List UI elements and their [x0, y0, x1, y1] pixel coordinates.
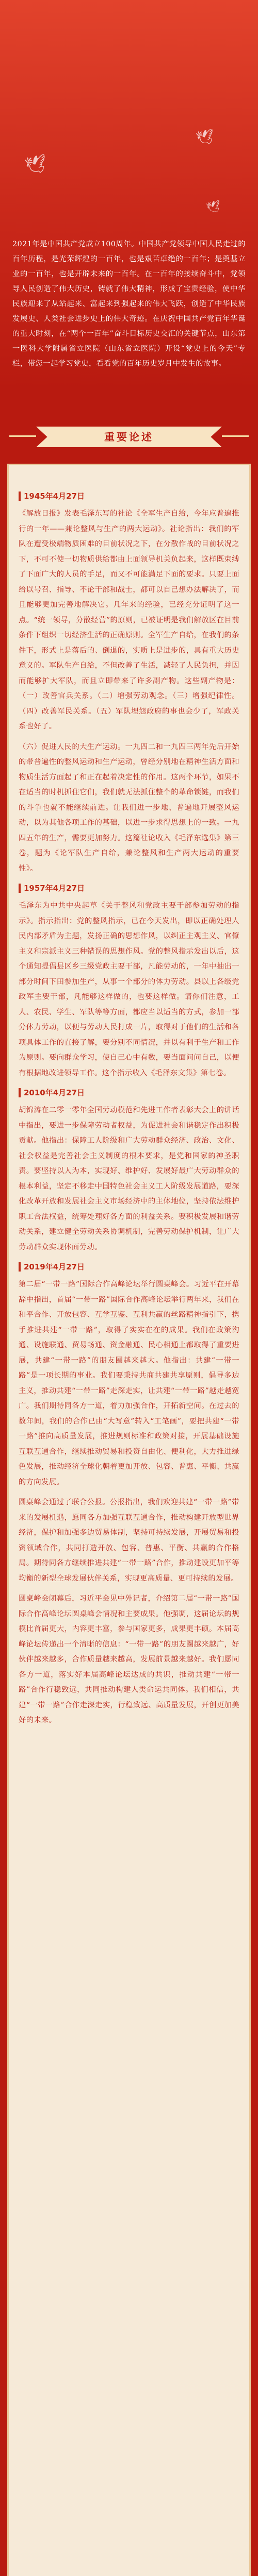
entry-date: 1957年4月27日 [24, 884, 85, 893]
intro-text: 2021年是中国共产党成立100周年。中国共产党领导中国人民走过的百年历程，是光荣辉煌的一百年，也是艰苦卓绝的一百年；是奠基立业的一百年，也是开辟未来的一百年。在一百年的接续奋斗中，党领导人民创造了伟大历史，铸就了伟大精神，形成了宝贵经验，使中华民族迎来了从站起来、富起来到强起来的伟大飞跃，创造了中华民族发展史、人类社会进步史上的伟大奇迹。在庆祝中国共产党百年华诞的重大时刻，在“两个一百年”奋斗目标历史交汇的关键节点，山东第一医科大学附属省立医院（山东省立医院）开设“党史上的今天”专栏，带您一起学习党史，看看党的百年历史岁月中发生的故事。 [12, 240, 246, 368]
entry-paragraph: （六）促进人民的大生产运动。一九四二和一九四三两年先后开始的带普遍性的整风运动和生产运动，曾经分别地在精神生活方面和物质生活方面起了和正在起着决定性的作用。这两个环节，如果不在适当的时机抓住它们，我们就无法抓住整个的革命锁链，而我们的斗争也就不能继续前进。让我们进一步地、普遍地开展整风运动，以为其他各项工作的基础，以进一步求得思想上的一致。一九四五年的生产，需要更加努力。这篇社论收入《毛泽东选集》第三卷，题为《论军队生产自给，兼论整风和生产两大运动的重要性》。 [19, 742, 239, 873]
entry-paragraph: 毛泽东为中共中央起草《关于整风和党政主要干部参加劳动的指示》。指示指出：党的整风指示，已在今天发出，即以正确处理人民内部矛盾为主题，发扬正确的思想作风，以纠正主观主义、官僚主义和宗派主义三种错误的思想作风。党的整风指示发出以后，这个通知提倡县区乡三级党政主要干部，凡能劳动的，一年中抽出一部分时间下田参加生产，从事一个部分的体力劳动。县以上各级党政军主要干部，凡能够这样做的，也要这样做。请你们注意，工人、农民、学生、军队等等方面，都应当以适当的方式，参加一部分体力劳动，以便与劳动人民打成一片，取得对于他们的生活和各项具体工作的直接了解，要分别不同情况，并以有利于生产和工作为原则。要向群众学习，使自己心中有数，要当面问问自己，以便有根据地改进领导工作。这个指示收入《毛泽东文集》第七卷。 [19, 902, 239, 1077]
content-card [7, 464, 251, 2576]
entry-1945 [19, 490, 239, 876]
entry-2010 [19, 1087, 239, 1255]
entry-1957 [19, 883, 239, 1081]
entry-date: 2010年4月27日 [24, 1088, 85, 1097]
dove-icon: 🕊 [195, 127, 216, 147]
entry-date: 1945年4月27日 [24, 492, 85, 501]
entry-2019 [19, 1261, 239, 1728]
entry-paragraph: 胡锦涛在二零一零年全国劳动模范和先进工作者表彰大会上的讲话中指出，要进一步保障劳动者权益，为促进社会和谐稳定作出积极贡献。他指出：保障工人阶级和广大劳动群众经济、政治、文化、社会权益是完善社会主义制度的根本要求，是党和国家的神圣职责。要坚持以人为本，实现好、维护好、发展好最广大劳动群众的根本利益，坚定不移走中国特色社会主义工人阶级发展道路，要深化改革开放和发展社会主义市场经济中的主体地位，坚持依法维护职工合法权益，统筹处理好各方面的利益关系。要积极发展和谐劳动关系，建立健全劳动关系协调机制，完善劳动保护机制，让广大劳动群众实现体面劳动。 [19, 1106, 239, 1251]
entry-date: 2019年4月27日 [24, 1262, 85, 1272]
date-marker-bar [19, 1088, 21, 1097]
entries-list [19, 484, 239, 1734]
section-banner [0, 422, 258, 451]
entry-paragraph: 圆桌峰会通过了联合公报。公报指出，我们欢迎共建“一带一路”带来的发展机遇，愿同各方加强互联互通合作，推动构建开放型世界经济，保护和加强多边贸易体制，坚持可持续发展，开展贸易和投资领域合作，共同打造开放、包容、普惠、平衡、共赢的合作格局。期待同各方继续推进共建“一带一路”合作，推动建设更加平等均衡的新型全球发展伙伴关系，实现更高质量、更可持续的发展。 [19, 1498, 239, 1583]
dove-icon: 🕊 [205, 199, 222, 215]
entry-paragraph: 第二届“一带一路”国际合作高峰论坛举行圆桌峰会。习近平在开幕辞中指出，首届“一带一路”国际合作高峰论坛举行两年来，我们在和平合作、开放包容、互学互鉴、互利共赢的丝路精神指引下，携手推进共建“一带一路”，取得了实实在在的成果。我们在政策沟通、设施联通、贸易畅通、资金融通、民心相通上都取得了重要进展，共建“一带一路”的朋友圈越来越大。他指出：共建“一带一路”是一项长期的事业。我们要秉持共商共建共享原则，倡导多边主义，推动共建“一带一路”走深走实，让共建“一带一路”越走越宽广。我们期待同各方一道，着力加强合作，开拓新空间。在过去的数年间，我们的合作已由“大写意”转入“工笔画”，要把共建“一带一路”推向高质量发展，推进规则标准和政策对接，开展基础设施互联互通合作，继续推动贸易和投资自由化、便利化，大力推进绿色发展，推动经济全球化朝着更加开放、包容、普惠、平衡、共赢的方向发展。 [19, 1280, 239, 1486]
entry-date-header [19, 1261, 239, 1272]
date-marker-bar [19, 1262, 21, 1272]
entry-date-header [19, 490, 239, 501]
entry-paragraph: 圆桌峰会闭幕后，习近平会见中外记者，介绍第二届“一带一路”国际合作高峰论坛圆桌峰会情况和主要成果。他强调，这届论坛的规模比首届更大，内容更丰富，参与国家更多，成果更丰硕。本届高峰论坛传递出一个清晰的信息：“一带一路”的朋友圈越来越广，好伙伴越来越多，合作质量越来越高，发展前景越来越好。我们愿同各方一道，落实好本届高峰论坛达成的共识，推动共建“一带一路”合作行稳致远，共同推动构建人类命运共同体。我们相信，共建“一带一路”合作走深走实，行稳致远、高质量发展，开创更加美好的未来。 [19, 1595, 239, 1724]
section-title: 重要论述 [104, 431, 154, 443]
entry-date-header [19, 883, 239, 893]
entry-date-header [19, 1087, 239, 1098]
date-marker-bar [19, 492, 21, 501]
dove-icon: 🕊 [23, 152, 49, 177]
date-marker-bar [19, 884, 21, 893]
entry-paragraph: 《解放日报》发表毛泽东写的社论《全军生产自给，今年应普遍推行的一年——兼论整风与生产的两大运动》。社论指出：我们的军队在遭受极端物质困难的目前状况之下，在分散作战的目前状况之下，不可不使一切物质供给都由上面领导机关负起来，这样既束缚了下面广大的人员的手足，而又不可能满足下面的要求。只要上面给以号召、指导、不论干部和战士，都可以自己想办法解决了，而且能够更加完善地解决它。几年来的经验，已经充分证明了这一点。“统一领导，分散经营”的原则，已被证明是我们解放区在目前条件下组织一切经济生活的正确原则。全军生产自给，在我们的条件下，形式上是落后的、倒退的，实质上是进步的，具有重大历史意义的。军队生产自给，不但改善了生活，减轻了人民负担，并因而能够扩大军队，而且立即带来了许多副产物。这些副产物是：（一）改善官兵关系。（二）增强劳动观念。（三）增强纪律性。（四）改善军民关系。（五）军队埋怨政府的事也会少了，军政关系也好了。 [19, 510, 239, 731]
